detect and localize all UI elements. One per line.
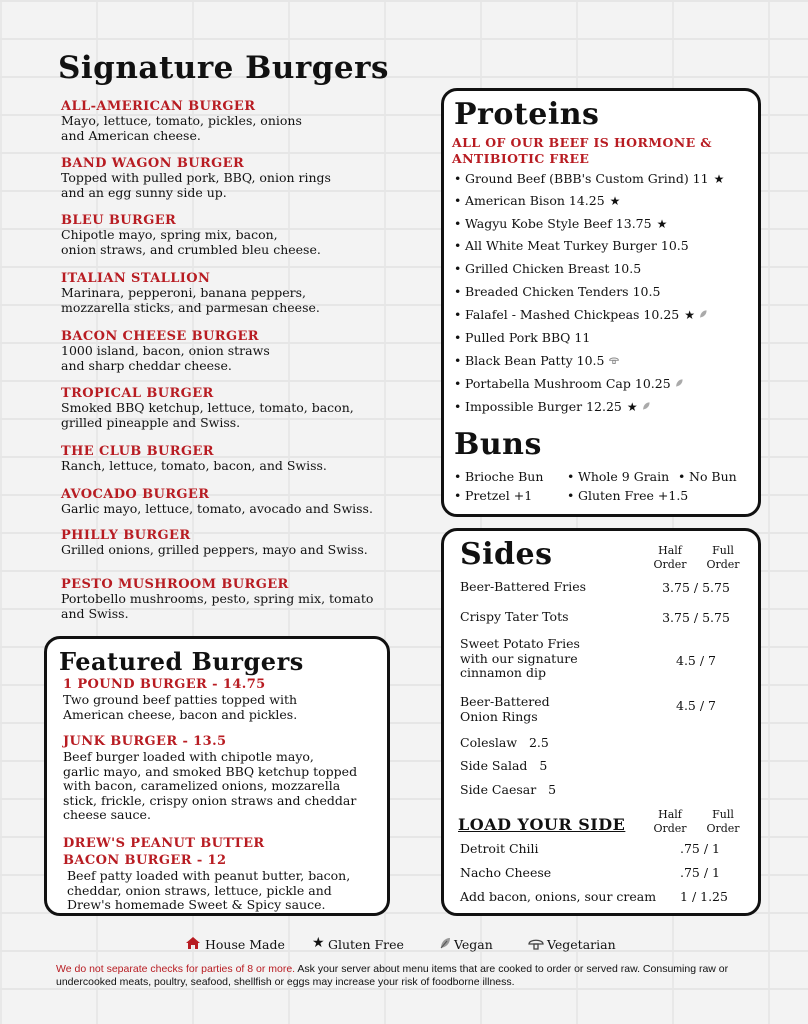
bullet: • xyxy=(454,469,462,484)
bullet: • xyxy=(454,330,462,345)
load-item-price: 1 / 1.25 xyxy=(680,889,728,904)
signature-item xyxy=(61,99,441,143)
protein-item xyxy=(454,376,684,391)
protein-item xyxy=(454,307,708,322)
signature-item-desc: 1000 island, bacon, onion straws and sharp cheddar cheese. xyxy=(61,343,270,373)
bun-item xyxy=(678,469,737,484)
vegetarian-label: Vegetarian xyxy=(547,937,616,952)
protein-item xyxy=(454,399,651,414)
load-full-header: Full Order xyxy=(706,808,740,835)
bullet: • xyxy=(454,171,462,186)
signature-item-desc: Ranch, lettuce, tomato, bacon, and Swiss. xyxy=(61,458,327,473)
protein-item-text: Black Bean Patty 10.5 xyxy=(465,353,605,368)
featured-item-desc: Beef burger loaded with chipotle mayo, garlic mayo, and smoked BBQ ketchup topped with bacon, caramelized onions, mozzarella stick, frickle, crispy onion straws and cheddar cheese sauce. xyxy=(63,749,358,822)
signature-item xyxy=(61,329,441,373)
sides-box xyxy=(441,528,761,916)
bullet: • xyxy=(454,284,462,299)
signature-item-desc: Garlic mayo, lettuce, tomato, avocado and Swiss. xyxy=(61,501,373,516)
gluten-free-star-icon: ★ xyxy=(626,400,638,414)
side-item-name: Side Caesar 5 xyxy=(460,782,557,797)
vegan-leaf-icon xyxy=(674,376,684,386)
signature-item xyxy=(61,487,441,517)
full-order-header: Full Order xyxy=(706,544,740,571)
bun-item-text: Gluten Free +1.5 xyxy=(578,488,689,503)
signature-item-name: TROPICAL BURGER xyxy=(61,386,214,401)
protein-item xyxy=(454,193,621,208)
signature-item xyxy=(61,156,441,200)
signature-item-desc: Grilled onions, grilled peppers, mayo and Swiss. xyxy=(61,542,368,557)
house-icon xyxy=(185,936,201,953)
signature-title: Signature Burgers xyxy=(58,50,389,86)
buns-list xyxy=(444,469,764,509)
protein-item-text: Portabella Mushroom Cap 10.25 xyxy=(465,376,671,391)
protein-item-text: Pulled Pork BBQ 11 xyxy=(465,330,591,345)
featured-item-name: 1 POUND BURGER - 14.75 xyxy=(63,677,266,692)
buns-title: Buns xyxy=(454,427,542,462)
signature-item-name: BLEU BURGER xyxy=(61,213,177,228)
bullet: • xyxy=(454,376,462,391)
protein-item-text: American Bison 14.25 xyxy=(465,193,605,208)
bullet: • xyxy=(454,216,462,231)
signature-item-desc: Smoked BBQ ketchup, lettuce, tomato, bacon, grilled pineapple and Swiss. xyxy=(61,400,354,430)
vegetarian-mushroom-icon xyxy=(609,353,619,363)
bullet: • xyxy=(454,353,462,368)
side-item-name: Coleslaw 2.5 xyxy=(460,735,549,750)
bullet: • xyxy=(567,469,575,484)
side-item-name: Crispy Tater Tots xyxy=(460,609,569,624)
signature-item-desc: Portobello mushrooms, pesto, spring mix, tomato and Swiss. xyxy=(61,591,374,621)
bullet: • xyxy=(454,261,462,276)
signature-item-name: PHILLY BURGER xyxy=(61,528,191,543)
featured-item-desc: Beef patty loaded with peanut butter, bacon, cheddar, onion straws, lettuce, pickle and Drew's homemade Sweet & Spicy sauce. xyxy=(67,868,351,912)
load-half-header: Half Order xyxy=(653,808,687,835)
bun-item-text: Brioche Bun xyxy=(465,469,544,484)
featured-item xyxy=(63,676,393,722)
featured-item-desc: Two ground beef patties topped with American cheese, bacon and pickles. xyxy=(63,692,298,722)
signature-item xyxy=(61,528,441,558)
vegan-leaf-icon xyxy=(698,307,708,317)
load-your-side-title: LOAD YOUR SIDE xyxy=(458,815,626,834)
signature-item-name: PESTO MUSHROOM BURGER xyxy=(61,577,289,592)
vegan-label: Vegan xyxy=(454,937,493,952)
signature-item xyxy=(61,444,441,474)
proteins-subtitle: ALL OF OUR BEEF IS HORMONE & ANTIBIOTIC FREE xyxy=(452,135,712,166)
signature-item xyxy=(61,271,441,315)
signature-item xyxy=(61,386,441,430)
side-item-name: Side Salad 5 xyxy=(460,758,548,773)
signature-item-name: ALL-AMERICAN BURGER xyxy=(61,99,256,114)
protein-item xyxy=(454,330,591,345)
gluten-free-label: Gluten Free xyxy=(328,937,404,952)
bullet: • xyxy=(678,469,686,484)
signature-item xyxy=(61,577,441,621)
protein-item-text: Wagyu Kobe Style Beef 13.75 xyxy=(465,216,652,231)
signature-item-name: ITALIAN STALLION xyxy=(61,271,211,286)
signature-item-name: AVOCADO BURGER xyxy=(61,487,210,502)
protein-item xyxy=(454,261,642,276)
bullet: • xyxy=(454,488,462,503)
separate-checks-note: We do not separate checks for parties of 8 or more. xyxy=(56,963,296,975)
load-item-price: .75 / 1 xyxy=(680,841,720,856)
signature-item-desc: Chipotle mayo, spring mix, bacon, onion straws, and crumbled bleu cheese. xyxy=(61,227,321,257)
protein-item xyxy=(454,171,725,186)
bun-item-text: No Bun xyxy=(689,469,737,484)
protein-item xyxy=(454,216,668,231)
protein-item xyxy=(454,353,619,368)
bun-item xyxy=(454,488,533,503)
side-item-name: Beer-Battered Fries xyxy=(460,579,587,594)
side-item-price: 3.75 / 5.75 xyxy=(662,610,730,625)
bullet: • xyxy=(567,488,575,503)
footer-note xyxy=(56,963,756,988)
signature-item-desc: Marinara, pepperoni, banana peppers, mozzarella sticks, and parmesan cheese. xyxy=(61,285,320,315)
signature-item-desc: Topped with pulled pork, BBQ, onion rings and an egg sunny side up. xyxy=(61,170,331,200)
signature-item-desc: Mayo, lettuce, tomato, pickles, onions and American cheese. xyxy=(61,113,302,143)
protein-item xyxy=(454,284,661,299)
bun-item-text: Pretzel +1 xyxy=(465,488,533,503)
house-made-label: House Made xyxy=(205,937,285,952)
vegetarian-mushroom-icon xyxy=(528,936,544,954)
featured-item xyxy=(63,733,393,823)
bun-item xyxy=(567,488,689,503)
featured-item-name: JUNK BURGER - 13.5 xyxy=(63,734,227,749)
protein-item-text: Falafel - Mashed Chickpeas 10.25 xyxy=(465,307,680,322)
half-order-header: Half Order xyxy=(653,544,687,571)
side-item-price: 3.75 / 5.75 xyxy=(662,580,730,595)
vegan-leaf-icon xyxy=(641,399,651,409)
load-item-price: .75 / 1 xyxy=(680,865,720,880)
featured-item-name: DREW'S PEANUT BUTTER BACON BURGER - 12 xyxy=(63,836,265,868)
gluten-free-star-icon: ★ xyxy=(312,935,325,951)
load-item-name: Nacho Cheese xyxy=(460,865,552,880)
gluten-free-star-icon: ★ xyxy=(713,172,725,186)
featured-item xyxy=(63,835,393,913)
bun-item xyxy=(567,469,670,484)
load-item-name: Add bacon, onions, sour cream xyxy=(460,889,657,904)
bullet: • xyxy=(454,399,462,414)
gluten-free-star-icon: ★ xyxy=(656,217,668,231)
bullet: • xyxy=(454,238,462,253)
featured-title: Featured Burgers xyxy=(59,647,304,676)
side-item-price: 4.5 / 7 xyxy=(676,653,716,668)
protein-item xyxy=(454,238,689,253)
protein-item-text: All White Meat Turkey Burger 10.5 xyxy=(465,238,689,253)
legend xyxy=(185,936,645,954)
proteins-title: Proteins xyxy=(454,97,600,132)
side-item-price: 4.5 / 7 xyxy=(676,698,716,713)
featured-box xyxy=(44,636,390,916)
protein-item-text: Breaded Chicken Tenders 10.5 xyxy=(465,284,661,299)
signature-item-name: BAND WAGON BURGER xyxy=(61,156,245,171)
signature-item-name: BACON CHEESE BURGER xyxy=(61,329,259,344)
side-item-name: Beer-Battered Onion Rings xyxy=(460,694,550,724)
foodborne-warning: Ask your server about menu items that are cooked to order or served raw. Consuming raw or undercooked meats, poultry, seafood, shellfish or eggs may increase your risk of foodborne illness. xyxy=(56,963,729,988)
gluten-free-star-icon: ★ xyxy=(609,194,621,208)
protein-item-text: Impossible Burger 12.25 xyxy=(465,399,622,414)
bun-item-text: Whole 9 Grain xyxy=(578,469,670,484)
bullet: • xyxy=(454,193,462,208)
bullet: • xyxy=(454,307,462,322)
load-item-name: Detroit Chili xyxy=(460,841,539,856)
signature-item xyxy=(61,213,441,257)
side-item-name: Sweet Potato Fries with our signature cinnamon dip xyxy=(460,636,580,680)
proteins-box xyxy=(441,88,761,517)
signature-item-name: THE CLUB BURGER xyxy=(61,444,214,459)
protein-item-text: Grilled Chicken Breast 10.5 xyxy=(465,261,642,276)
protein-item-text: Ground Beef (BBB's Custom Grind) 11 xyxy=(465,171,709,186)
gluten-free-star-icon: ★ xyxy=(684,308,695,322)
sides-title: Sides xyxy=(460,537,553,572)
bun-item xyxy=(454,469,544,484)
vegan-leaf-icon xyxy=(438,936,452,953)
